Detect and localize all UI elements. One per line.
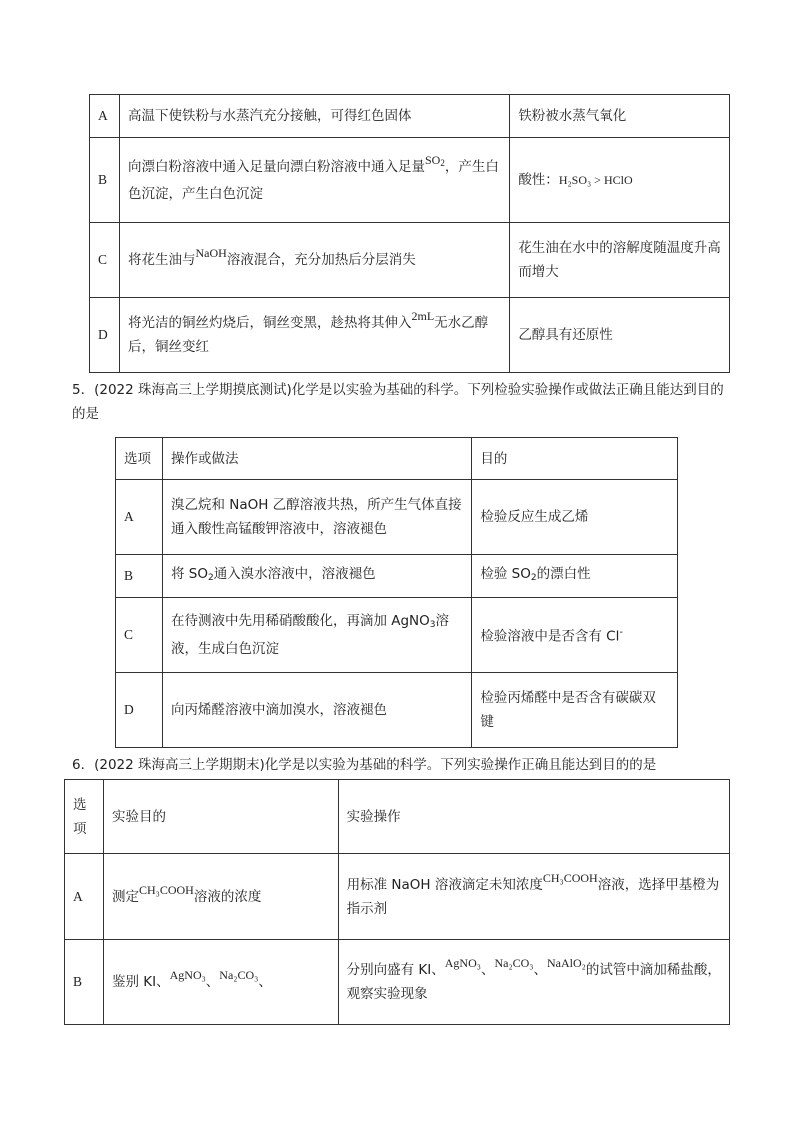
subscript: 2: [207, 573, 214, 583]
operation-cell: [119, 298, 509, 373]
option-letter: D: [90, 298, 120, 373]
column-header: 选项: [65, 780, 104, 854]
column-header: 实验目的: [103, 780, 338, 854]
column-header: 目的: [472, 438, 678, 480]
op-text: 、: [533, 962, 547, 978]
table-row: [90, 138, 730, 223]
operation-cell: [338, 940, 729, 1025]
column-header: 实验操作: [338, 780, 729, 854]
table-row: [90, 298, 730, 373]
goal-text: 的漂白性: [536, 566, 591, 582]
option-letter: A: [90, 95, 120, 138]
question-6-text: 6．(2022 珠海高三上学期期末)化学是以实验为基础的科学。下列实验操作正确且能达到目的的是: [72, 757, 657, 773]
op-text: 将花生油与: [127, 252, 196, 268]
goal-text: 、: [205, 974, 220, 990]
formula: AgNO₃: [169, 968, 206, 982]
goal-cell: 检验反应生成乙烯: [472, 480, 678, 555]
option-letter: B: [116, 555, 163, 598]
op-text: 向漂白粉溶液中通入足量向漂白粉溶液中通入足量: [127, 158, 425, 175]
option-letter: B: [90, 138, 120, 223]
op-text: 溶液，选择甲基橙为指示剂: [346, 876, 720, 917]
formula: NaAlO₂: [546, 956, 586, 970]
op-text: 将 SO: [170, 566, 208, 582]
goal-text: 检验溶液中是否含有 Cl: [480, 628, 620, 645]
goal-cell: [103, 854, 338, 940]
table-row: [116, 480, 678, 555]
conclusion-cell: 铁粉被水蒸气氧化: [510, 95, 730, 138]
formula: CH₃COOH: [138, 882, 194, 897]
formula-text: SO: [424, 152, 441, 167]
goal-text: 、: [258, 974, 272, 990]
goal-cell: [103, 940, 338, 1025]
formula: CH₃COOH: [542, 870, 598, 885]
goal-cell: [472, 598, 678, 673]
table-row: [116, 555, 678, 598]
table-header-row: [116, 438, 678, 480]
formula: Na₂CO₃: [494, 956, 534, 970]
table-row: [116, 673, 678, 748]
op-text: ，产生白色沉淀，产生白色沉淀: [127, 158, 499, 202]
goal-cell: [472, 555, 678, 598]
table-row: [116, 598, 678, 673]
option-letter: C: [116, 598, 163, 673]
formula: NaOH: [195, 246, 227, 260]
formula: [425, 153, 445, 167]
operation-cell: [162, 555, 471, 598]
op-text: 、: [480, 962, 495, 978]
table-row: [65, 940, 730, 1025]
conclusion-cell: 乙醇具有还原性: [510, 298, 730, 373]
table-1: [89, 94, 730, 373]
op-text: 的试管中滴加稀盐酸，观察实验现象: [346, 962, 721, 1002]
superscript: -: [619, 627, 623, 639]
operation-cell: [338, 854, 729, 940]
conclusion-cell: [510, 138, 730, 223]
op-text: 溶液混合，充分加热后分层消失: [226, 252, 416, 268]
operation-cell: 高温下使铁粉与水蒸汽充分接触，可得红色固体: [119, 95, 509, 138]
operation-cell: [162, 598, 471, 673]
goal-cell: 检验丙烯醛中是否含有碳碳双键: [472, 673, 678, 748]
option-letter: B: [65, 940, 104, 1025]
goal-text: 溶液的浓度: [193, 888, 262, 905]
conclusion-text: 酸性：: [518, 172, 559, 188]
operation-cell: [119, 223, 509, 298]
goal-text: 测定: [111, 888, 139, 905]
conclusion-cell: 花生油在水中的溶解度随温度升高而增大: [510, 223, 730, 298]
subscript: 2: [530, 573, 537, 583]
table-row: [65, 854, 730, 940]
table-q6: [64, 779, 730, 1025]
subscript: 3: [429, 620, 436, 630]
table-row: [90, 95, 730, 138]
op-text: 无水乙醇后，铜丝变红: [127, 315, 489, 355]
op-text: 用标准 NaOH 溶液滴定未知浓度: [346, 876, 543, 893]
operation-cell: 向丙烯醛溶液中滴加溴水，溶液褪色: [162, 673, 471, 748]
op-text: 通入溴水溶液中，溶液褪色: [213, 566, 376, 582]
op-text: 分别向盛有 KI、: [346, 962, 445, 978]
column-header: 选项: [116, 438, 163, 480]
formula: 2mL: [411, 309, 435, 323]
option-letter: C: [90, 223, 120, 298]
table-header-row: [65, 780, 730, 854]
formula: H₂SO₃ > HClO: [558, 173, 633, 187]
op-text: 将光洁的铜丝灼烧后，铜丝变黑，趁热将其伸入: [127, 315, 412, 331]
operation-cell: [119, 138, 509, 223]
op-text: 在待测液中先用稀硝酸酸化，再滴加 AgNO: [170, 613, 430, 629]
option-letter: A: [116, 480, 163, 555]
column-header: 操作或做法: [162, 438, 471, 480]
goal-text: 鉴别 KI、: [111, 974, 170, 990]
op-text: 溶液，生成白色沉淀: [170, 613, 450, 657]
table-q5: [115, 437, 678, 748]
option-letter: D: [116, 673, 163, 748]
question-5-text: 5．(2022 珠海高三上学期摸底测试)化学是以实验为基础的科学。下列检验实验操作或做法正确且能达到目的的是: [72, 382, 724, 422]
goal-text: 检验 SO: [480, 566, 531, 582]
operation-cell: 溴乙烷和 NaOH 乙醇溶液共热，所产生气体直接通入酸性高锰酸钾溶液中，溶液褪色: [162, 480, 471, 555]
formula: AgNO₃: [444, 956, 481, 970]
formula: Na₂CO₃: [219, 968, 259, 982]
formula-sub: 2: [440, 157, 445, 168]
table-row: [90, 223, 730, 298]
option-letter: A: [65, 854, 104, 940]
